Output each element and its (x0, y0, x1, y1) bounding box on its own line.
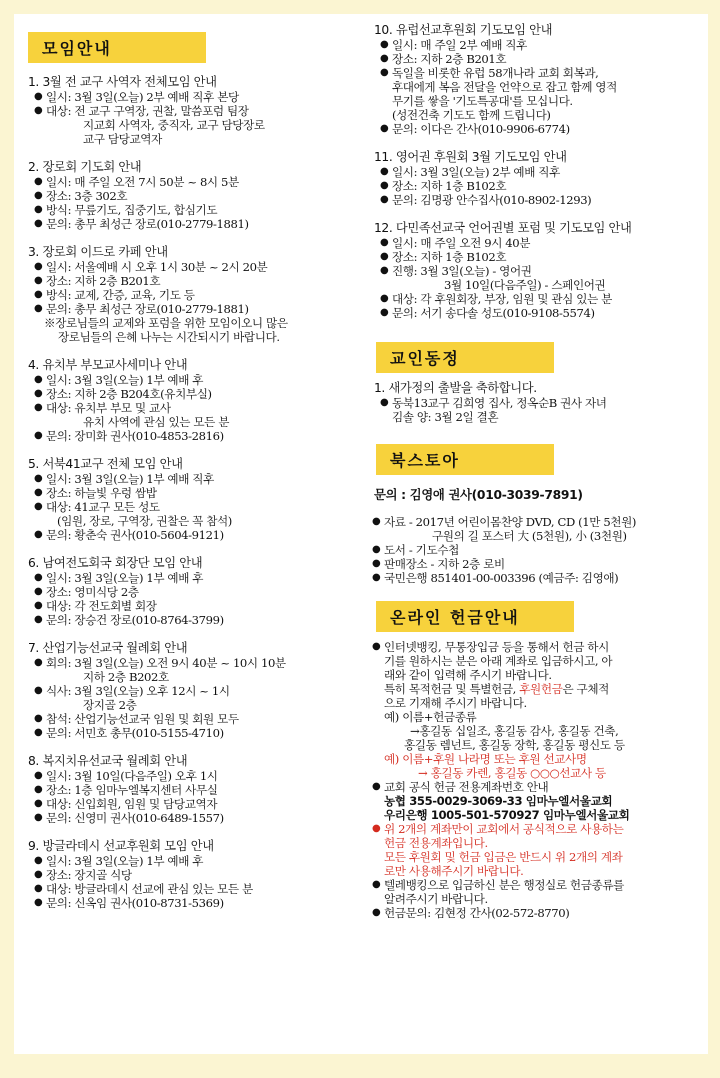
notice-11: 11. 영어권 후원회 3월 기도모임 안내 ● 일시: 3월 3일(오늘) 2부 예배 직후 ● 장소: 지하 1층 B102호 ● 문의: 김명광 안수집사(010-8902-1293) (370, 150, 700, 207)
notice-9: 9. 방글라데시 선교후원회 모임 안내 ● 일시: 3월 3일(오늘) 1부 예배 후 ● 장소: 장지골 식당 ● 대상: 방글라데시 선교에 관심 있는 모든 분 ● 문의: 신옥임 권사(010-8731-5369) (14, 839, 352, 910)
notice-title: 5. 서북41교구 전체 모임 안내 (28, 457, 183, 471)
notice-title: 3. 장로회 이드로 카페 안내 (28, 245, 168, 259)
notice-12: 12. 다민족선교국 언어권별 포럼 및 기도모임 안내 ● 일시: 매 주일 오전 9시 40분 ● 장소: 지하 1층 B102호 ● 진행: 3월 3일(오늘) - 영어권 3월 10일(다음주일) - 스페인어권 ● 대상: 각 후원회장, 부장, 임원 및 관심 있는 분 ● 문의: 서기 송다솔 성도(010-9108-5574) (370, 221, 700, 320)
notice-title: 1. 3월 전 교구 사역자 전체모임 안내 (28, 75, 217, 89)
notice-7: 7. 산업기능선교국 월례회 안내 ● 회의: 3월 3일(오늘) 오전 9시 40분 ~ 10시 10분 지하 2층 B202호 ● 식사: 3월 3일(오늘) 오후 12시 ~ 1시 장지골 2층 ● 참석: 산업기능선교국 임원 및 회원 모두 ● 문의: 서민호 총무(010-5155-4710) (14, 641, 352, 740)
online-offering: ● 인터넷뱅킹, 무통장입금 등을 통해서 헌금 하시 기를 원하시는 분은 아래 계좌로 입금하시고, 아 래와 같이 입력해 주시기 바랍니다. 특히 목적헌금 및 특별헌금, 후원헌금은 구체적 으로 기재해 주시기 바랍니다. 예) 이름+헌금종류 →홍길동 십일조, 홍길동 감사, 홍길동 건축, 홍길동 렘넌트, 홍길동 장학, 홍길동 평신도 등 예) 이름+후원 나라명 또는 후원 선교사명 → 홍길동 카렌, 홍길동 ○○○선교사 등 ● 교회 공식 헌금 전용계좌번호 안내 농협 355-0029-3069-33 임마누엘서울교회 우리은행 1005-501-570927 임마누엘서울교회 ● 위 2개의 계좌만이 교회에서 공식적으로 사용하는 헌금 전용계좌입니다. 모든 후원회 및 헌금 입금은 반드시 위 2개의 계좌 로만 사용해주시기 바랍니다. ● 텔레뱅킹으로 입금하신 분은 행정실로 헌금종류를 알려주시기 바랍니다. ● 헌금문의: 김현정 간사(02-572-8770) (370, 640, 700, 920)
notice-title: 10. 유럽선교후원회 기도모임 안내 (374, 23, 553, 37)
notice-title: 8. 복지치유선교국 월례회 안내 (28, 754, 188, 768)
notice-8: 8. 복지치유선교국 월례회 안내 ● 일시: 3월 10일(다음주일) 오후 1시 ● 장소: 1층 임마누엘복지센터 사무실 ● 대상: 신입회원, 임원 및 담당교역자 ● 문의: 신영미 권사(010-6489-1557) (14, 754, 352, 825)
account-woori: 우리은행 1005-501-570927 임마누엘서울교회 (384, 808, 630, 822)
notice-4: 4. 유치부 부모교사세미나 안내 ● 일시: 3월 3일(오늘) 1부 예배 후 ● 장소: 지하 2층 B204호(유치부실) ● 대상: 유치부 부모 및 교사 유치 사역에 관심 있는 모든 분 ● 문의: 장미화 권사(010-4853-2816) (14, 358, 352, 443)
notice-3: 3. 장로회 이드로 카페 안내 ● 일시: 서울예배 시 오후 1시 30분 ~ 2시 20분 ● 장소: 지하 2층 B201호 ● 방식: 교제, 간증, 교육, 기도 등 ● 문의: 총무 최성근 장로(010-2779-1881) ※장로님들의 교제와 포럼을 위한 모임이오니 많은 장로님들의 은혜 나누는 시간되시기 바랍니다. (14, 245, 352, 344)
notice-title: 2. 장로회 기도회 안내 (28, 160, 142, 174)
bookstore-contact: 문의 : 김영애 권사(010-3039-7891) (374, 488, 583, 502)
member-news: 1. 새가정의 출발을 축하합니다. ● 동북13교구 김희영 집사, 정옥순B 권사 자녀 김솔 양: 3월 2일 결혼 (370, 381, 700, 424)
section-header-meetings: 모임안내 (28, 32, 206, 63)
notice-title: 4. 유치부 부모교사세미나 안내 (28, 358, 188, 372)
notice-title: 6. 남여전도회국 회장단 모임 안내 (28, 556, 203, 570)
notice-title: 7. 산업기능선교국 월례회 안내 (28, 641, 188, 655)
section-header-bookstore: 북스토아 (376, 444, 554, 475)
notice-5: 5. 서북41교구 전체 모임 안내 ● 일시: 3월 3일(오늘) 1부 예배 직후 ● 장소: 하늘빛 우렁 쌈밥 ● 대상: 41교구 모든 성도 (임원, 장로, 구역장, 권찰은 꼭 참석) ● 문의: 황춘숙 권사(010-5604-9121) (14, 457, 352, 542)
notice-title: 11. 영어권 후원회 3월 기도모임 안내 (374, 150, 567, 164)
notice-10: 10. 유럽선교후원회 기도모임 안내 ● 일시: 매 주일 2부 예배 직후 ● 장소: 지하 2층 B201호 ● 독일을 비롯한 유럽 58개나라 교회 회복과, 후대에게 복음 전달을 언약으로 잡고 함께 영적 무기를 쌓을 '기도특공대'를 모십니다. (성전건축 기도도 함께 드립니다) ● 문의: 이다은 간사(010-9906-6774) (370, 23, 700, 136)
account-nonghyup: 농협 355-0029-3069-33 임마누엘서울교회 (384, 794, 613, 808)
notice-6: 6. 남여전도회국 회장단 모임 안내 ● 일시: 3월 3일(오늘) 1부 예배 후 ● 장소: 영미식당 2층 ● 대상: 각 전도회별 회장 ● 문의: 장승건 장로(010-8764-3799) (14, 556, 352, 627)
notice-2: 2. 장로회 기도회 안내 ● 일시: 매 주일 오전 7시 50분 ~ 8시 5분 ● 장소: 3층 302호 ● 방식: 무릎기도, 집중기도, 합심기도 ● 문의: 총무 최성근 장로(010-2779-1881) (14, 160, 352, 231)
notice-title: 9. 방글라데시 선교후원회 모임 안내 (28, 839, 214, 853)
right-column (370, 14, 700, 934)
left-column (14, 14, 352, 924)
news-title: 1. 새가정의 출발을 축하합니다. (374, 381, 537, 395)
notice-1: 1. 3월 전 교구 사역자 전체모임 안내 ● 일시: 3월 3일(오늘) 2부 예배 직후 본당 ● 대상: 전 교구 구역장, 권찰, 말씀포럼 팀장 지교회 사역자, 중직자, 교구 담당장로 교구 담당교역자 (14, 75, 352, 146)
section-header-member-news: 교인동정 (376, 342, 554, 373)
bookstore-info: ● 자료 - 2017년 어린이몸찬양 DVD, CD (1만 5천원) 구원의 길 포스터 大 (5천원), 小 (3천원) ● 도서 - 기도수첩 ● 판매장소 - 지하 2층 로비 ● 국민은행 851401-00-003396 (예금주: 김영애) (370, 515, 700, 585)
section-header-online-offering: 온라인 헌금안내 (376, 601, 574, 632)
notice-title: 12. 다민족선교국 언어권별 포럼 및 기도모임 안내 (374, 221, 632, 235)
